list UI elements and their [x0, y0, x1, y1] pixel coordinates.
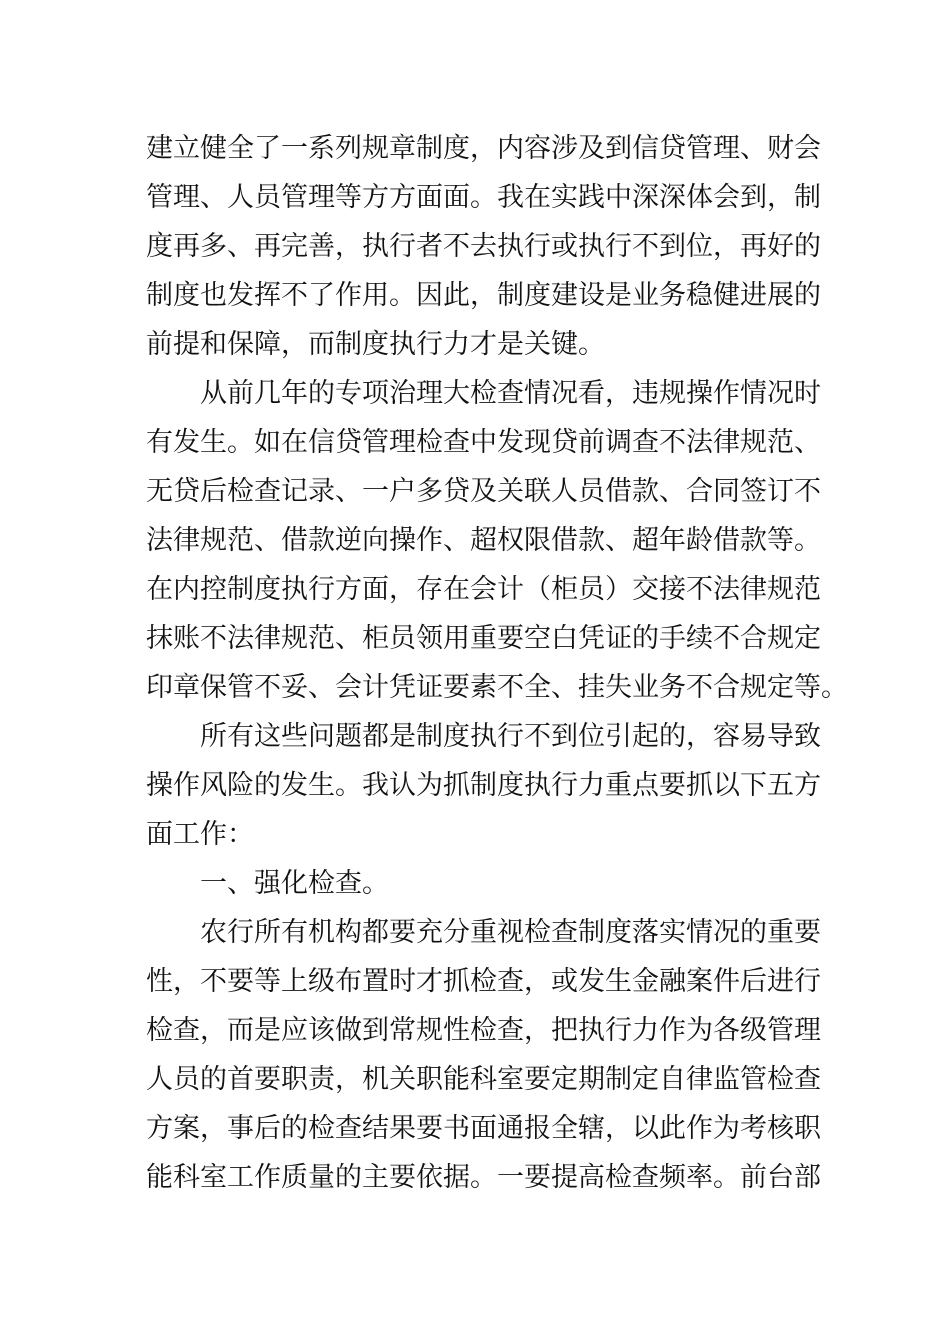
text-line: 从前几年的专项治理大检查情况看，违规操作情况时 [200, 378, 821, 409]
text-line: 管理、人员管理等方方面面。我在实践中深深体会到，制 [146, 182, 821, 213]
text-line: 法律规范、借款逆向操作、超权限借款、超年龄借款等。 [146, 525, 821, 556]
text-line: 制度也发挥不了作用。因此，制度建设是业务稳健进展的 [146, 280, 821, 311]
text-line: 无贷后检查记录、一户多贷及关联人员借款、合同签订不 [146, 476, 821, 507]
text-line: 有发生。如在信贷管理检查中发现贷前调查不法律规范、 [146, 427, 821, 458]
text-line: 前提和保障，而制度执行力才是关键。 [146, 329, 605, 360]
text-line: 检查，而是应该做到常规性检查，把执行力作为各级管理 [146, 1015, 821, 1046]
text-line: 建立健全了一系列规章制度，内容涉及到信贷管理、财会 [146, 133, 821, 164]
text-line: 度再多、再完善，执行者不去执行或执行不到位，再好的 [146, 231, 821, 262]
text-line: 能科室工作质量的主要依据。一要提高检查频率。前台部 [146, 1162, 821, 1193]
text-line: 印章保管不妥、会计凭证要素不全、挂失业务不合规定等。 [146, 672, 848, 703]
text-line: 人员的首要职责，机关职能科室要定期制定自律监管检查 [146, 1064, 821, 1095]
text-line: 面工作： [146, 819, 254, 850]
text-line: 抹账不法律规范、柜员领用重要空白凭证的手续不合规定 [146, 623, 821, 654]
text-line: 操作风险的发生。我认为抓制度执行力重点要抓以下五方 [146, 770, 821, 801]
text-line: 性，不要等上级布置时才抓检查，或发生金融案件后进行 [146, 966, 821, 997]
text-line: 所有这些问题都是制度执行不到位引起的，容易导致 [200, 721, 821, 752]
text-line: 在内控制度执行方面，存在会计（柜员）交接不法律规范 [146, 574, 821, 605]
document-body [146, 124, 848, 1202]
text-line: 农行所有机构都要充分重视检查制度落实情况的重要 [200, 917, 821, 948]
text-line: 方案，事后的检查结果要书面通报全辖，以此作为考核职 [146, 1113, 821, 1144]
section-heading: 一、强化检查。 [200, 868, 389, 899]
